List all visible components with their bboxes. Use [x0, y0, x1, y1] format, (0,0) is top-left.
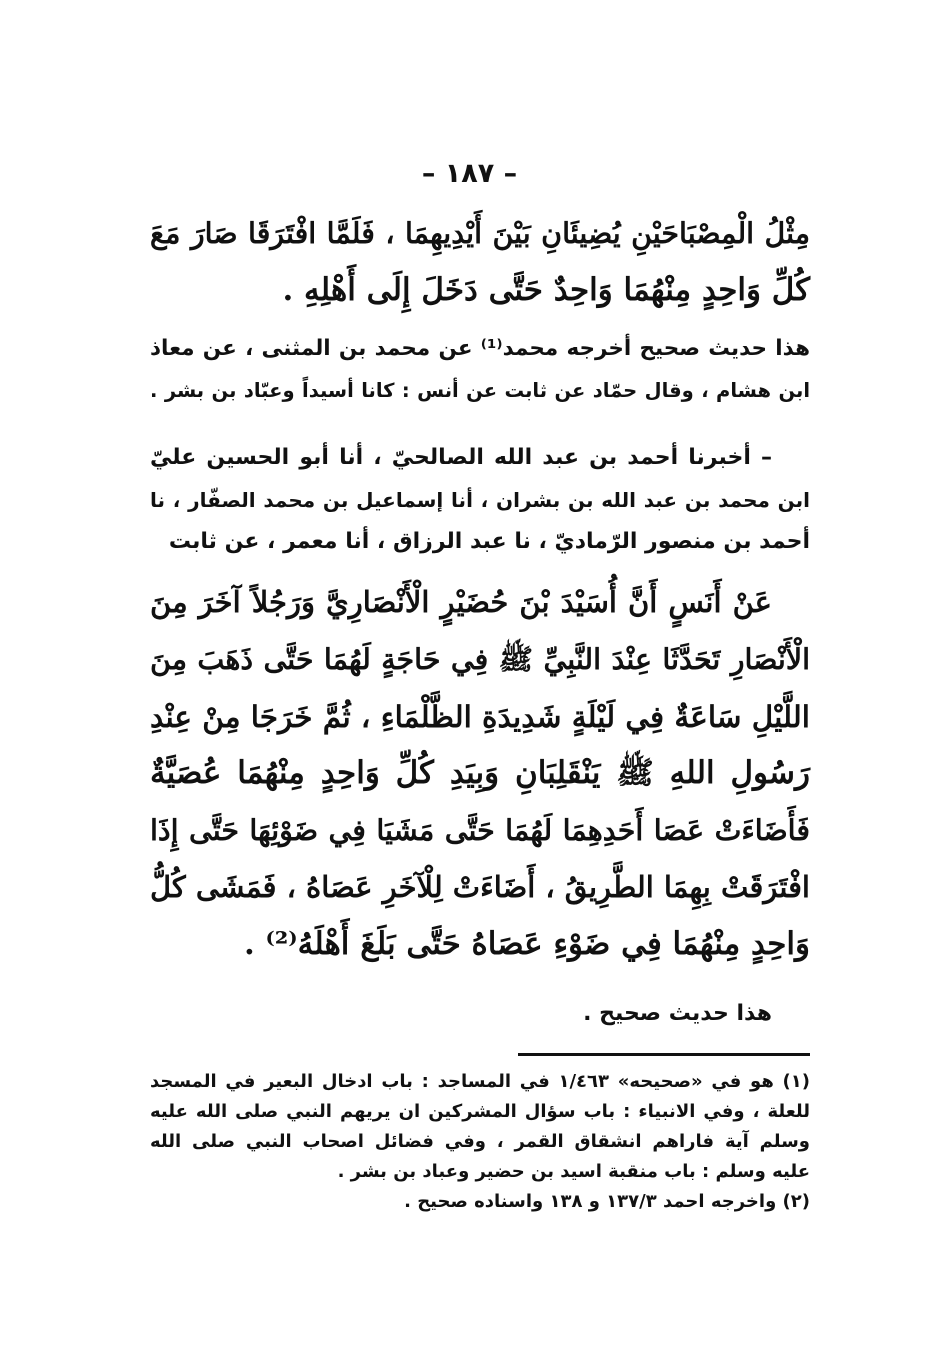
closing-grading	[150, 993, 810, 1035]
text-line: اللَّيْلِ سَاعَةٌ فِي لَيْلَةٍ شَدِيدَةِ الظَّلْمَاءِ ، ثُمَّ خَرَجَا مِنْ عِنْدِ	[150, 699, 810, 734]
authentication-note	[150, 328, 810, 412]
text-line: – أخبرنا أحمد بن عبد الله الصالحيّ ، أنا أبو الحسين عليّ	[150, 445, 772, 470]
hadith-matn	[150, 574, 810, 973]
footnote-line: وسلم آية فاراهم انشقاق القمر ، وفي فضائل اصحاب النبي صلى الله	[150, 1131, 810, 1152]
footnote-line: للعلة ، وفي الانبياء : باب سؤال المشركين ان يريهم النبي صلى الله عليه	[150, 1101, 810, 1122]
footnote-line: (١) هو في «صحيحه» ١/٤٦٣ في المساجد : باب ادخال البعير في المسجد	[150, 1071, 811, 1092]
text-line: فَأَضَاءَتْ عَصَا أَحَدِهِمَا لَهُمَا حَتَّى مَشَيَا فِي ضَوْئِهَا حَتَّى إِذَا	[150, 813, 810, 847]
text-line: أحمد بن منصور الرّماديّ ، نا عبد الرزاق ، أنا معمر ، عن ثابت	[168, 529, 810, 554]
isnad-chain	[150, 437, 810, 563]
footnotes	[150, 1067, 810, 1217]
text-line: مِثْلُ الْمِصْبَاحَيْنِ يُضِيئَانِ بَيْنَ أَيْدِيهِمَا ، فَلَمَّا افْتَرَقَا صَارَ مَعَ	[150, 216, 810, 250]
text-line: الْأَنْصَارِ تَحَدَّثَا عِنْدَ النَّبِيِّ ﷺ فِي حَاجَةٍ لَهُمَا حَتَّى ذَهَبَ مِنَ	[150, 642, 810, 676]
footnote-line: عليه وسلم : باب منقبة اسيد بن حضير وعباد بن بشر .	[337, 1161, 810, 1182]
text-line: وَاحِدٍ مِنْهُمَا فِي ضَوْءِ عَصَاهُ حَتَّى بَلَغَ أَهْلَهُ⁽²⁾ .	[243, 926, 810, 962]
text-line: هذا حديث صحيح أخرجه محمد⁽¹⁾ عن محمد بن المثنى ، عن معاذ	[150, 336, 810, 361]
text-line: عَنْ أَنَسٍ أَنَّ أُسَيْدَ بْنَ حُضَيْرٍ الْأَنْصَارِيَّ وَرَجُلاً آخَرَ مِنَ	[150, 585, 772, 619]
hadith-text-continuation	[150, 205, 810, 319]
text-line: ابن هشام ، وقال حمّاد عن ثابت عن أنس : كانا أسيداً وعبّاد بن بشر .	[150, 379, 810, 402]
text-line: رَسُولِ اللهِ ﷺ يَنْقَلِبَانِ وَبِيَدِ كُلِّ وَاحِدٍ مِنْهُمَا عُصَيَّةٌ	[150, 755, 810, 791]
text-line: ابن محمد بن عبد الله بن بشران ، أنا إسماعيل بن محمد الصفّار ، نا	[150, 488, 810, 512]
footnote-line: (٢) واخرجه احمد ١٣٧/٣ و ١٣٨ واسناده صحيح .	[404, 1191, 810, 1212]
text-line: افْتَرَقَتْ بِهِمَا الطَّرِيقُ ، أَضَاءَتْ لِلْآخَرِ عَصَاهُ ، فَمَشَى كُلُّ	[149, 870, 810, 904]
text-line: هذا حديث صحيح .	[583, 1001, 772, 1026]
page-number: – ١٨٧ –	[421, 158, 518, 189]
footnote-divider	[518, 1053, 810, 1056]
text-line: كُلِّ وَاحِدٍ مِنْهُمَا وَاحِدٌ حَتَّى دَخَلَ إِلَى أَهْلِهِ .	[282, 272, 810, 308]
